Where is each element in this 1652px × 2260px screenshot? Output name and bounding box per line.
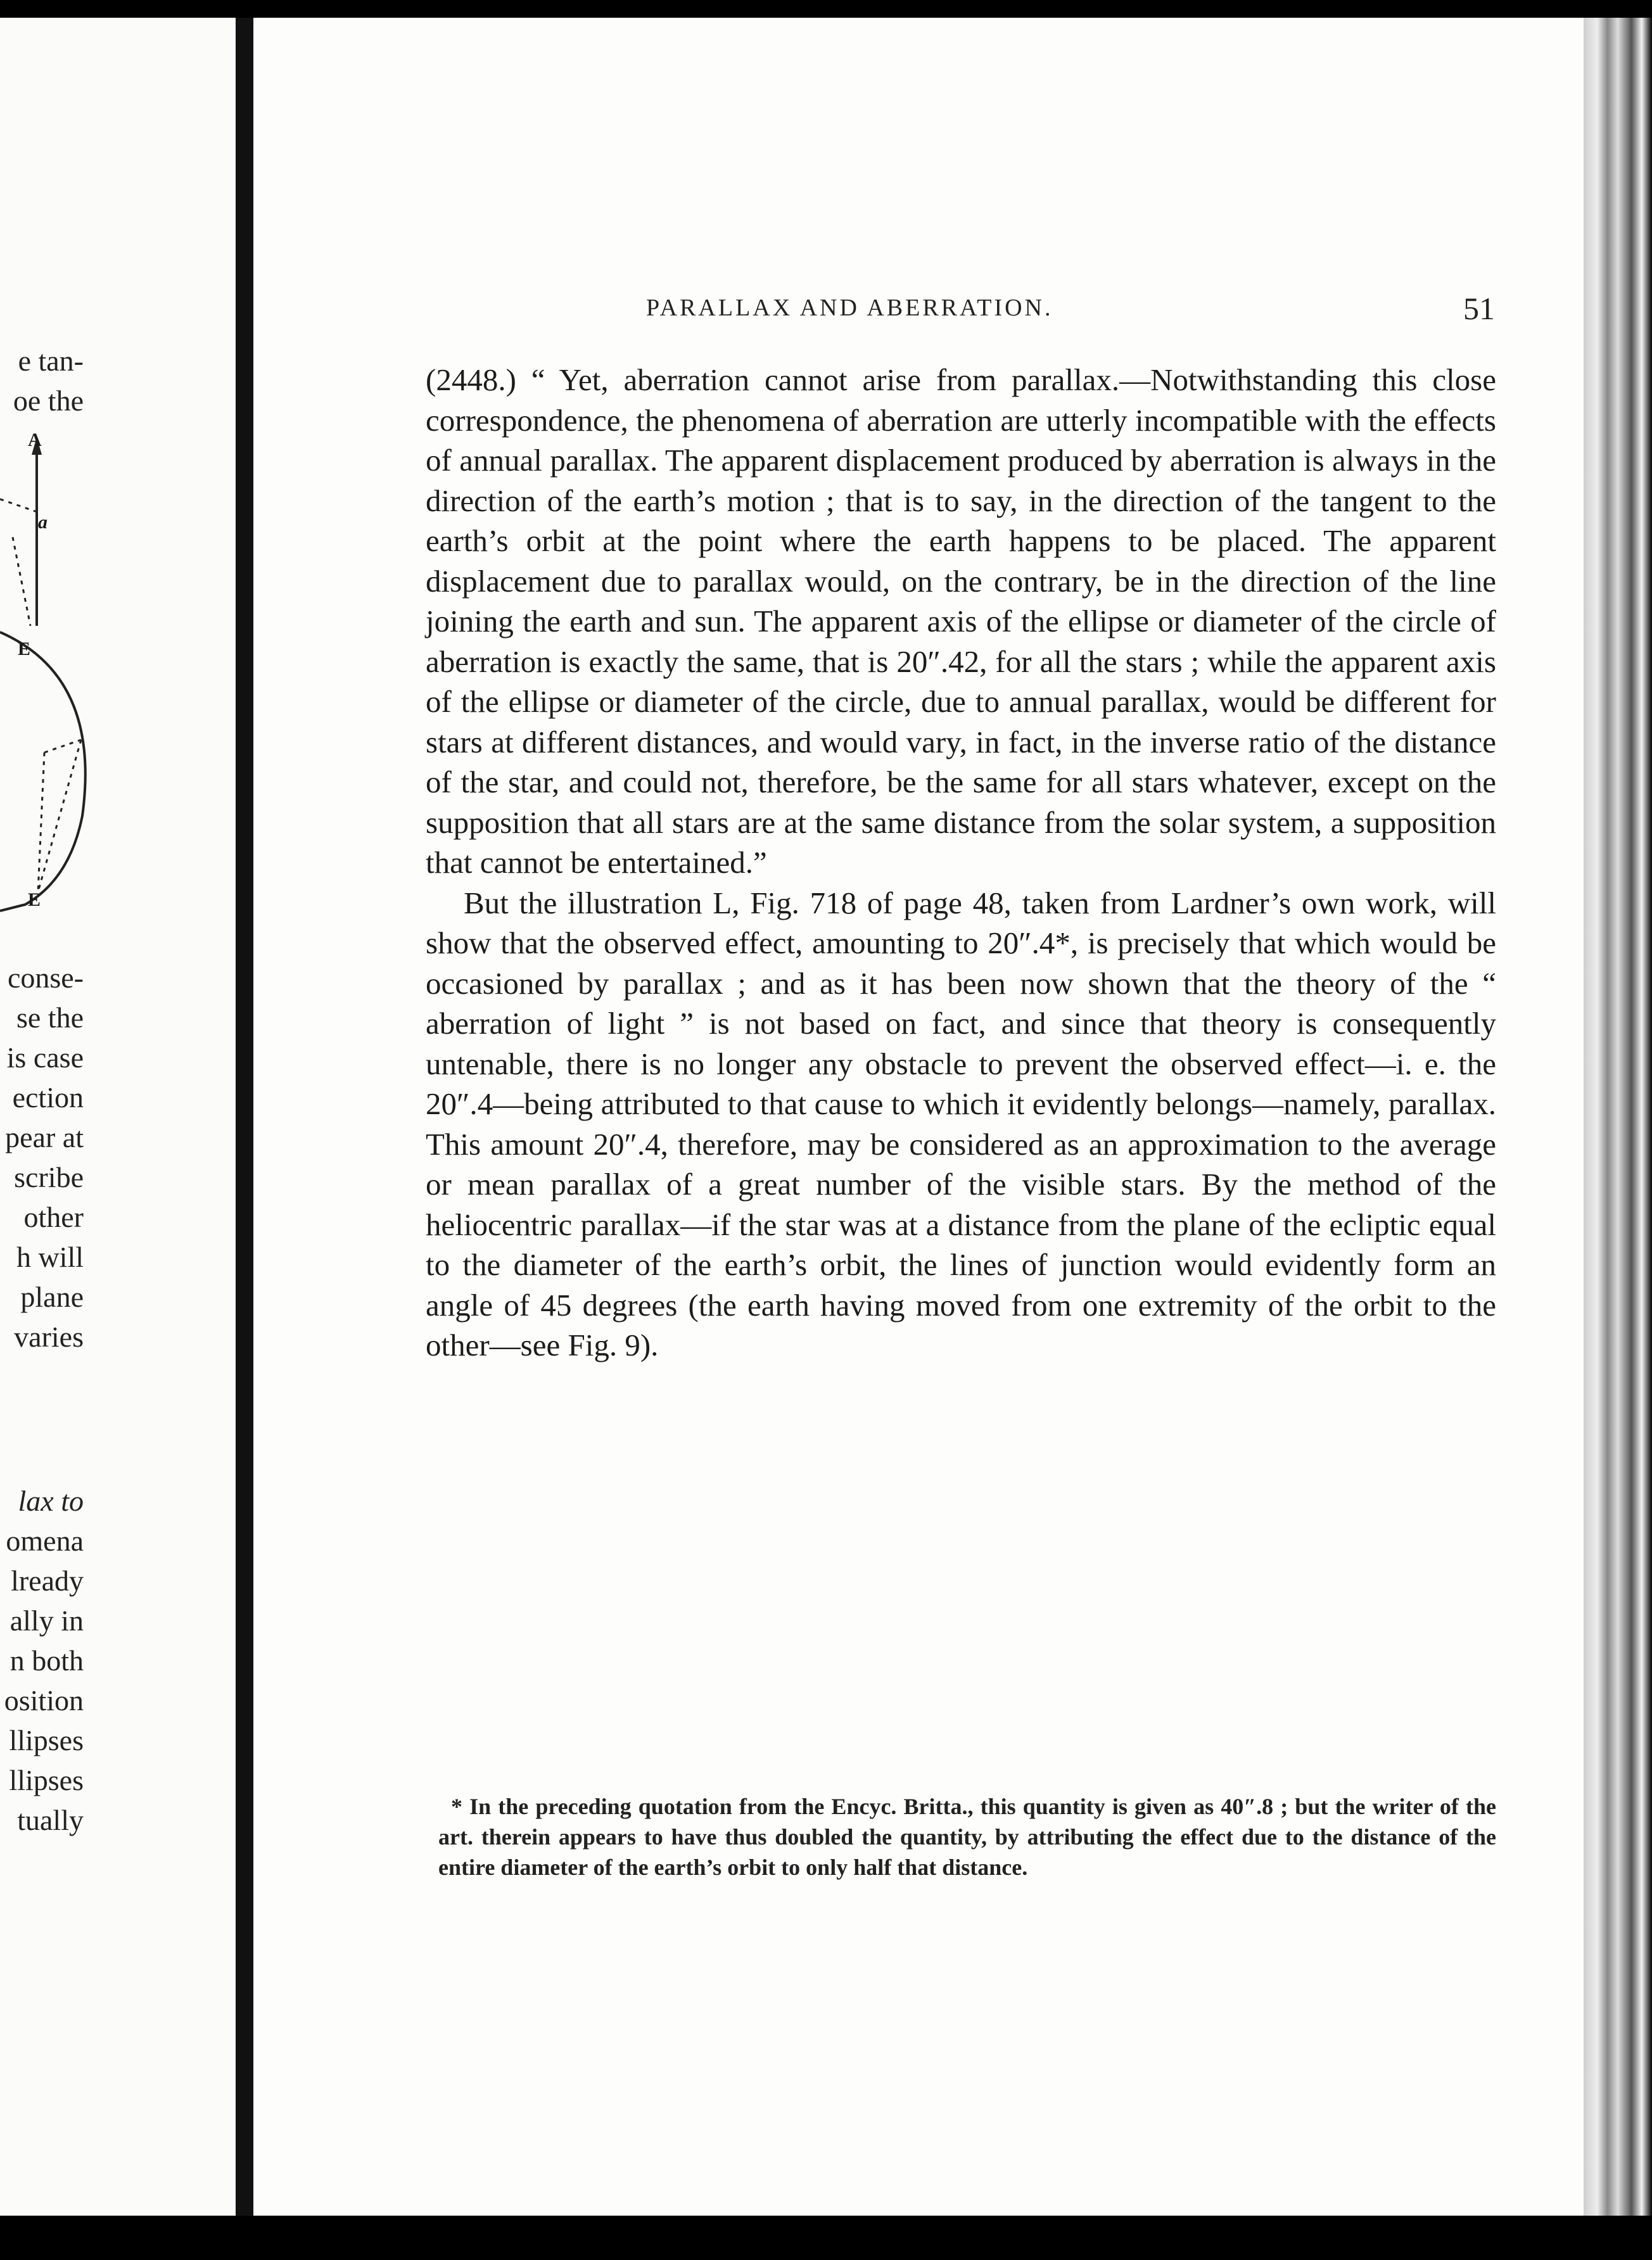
left-fragment: tually [17, 1804, 84, 1836]
book-gutter [236, 18, 253, 2216]
left-fragment: n both [10, 1644, 84, 1677]
diagram-label-e-upper: E [18, 638, 31, 659]
page-header [646, 290, 1495, 334]
left-fragment: lax to [18, 1485, 84, 1517]
left-fragment: ally in [10, 1604, 84, 1637]
left-fragment: scribe [14, 1161, 84, 1193]
diagram-label-a-lower: a [38, 512, 48, 533]
scan-top-border [0, 0, 1652, 18]
left-fragment: lready [11, 1565, 84, 1597]
right-page [253, 18, 1584, 2216]
left-fragment: omena [6, 1525, 84, 1557]
footnote-text: * In the preceding quotation from the Encyc. Britta., this quantity is given as 40″.8 ; but the writer of the art. therein appears to have thus doubled the quantity, by attributing the effect due to the distance of the entire diameter of the earth’s orbit to only half that distance. [438, 1794, 1496, 1880]
left-fragment: h will [16, 1241, 84, 1273]
page-stack-edge [1584, 18, 1652, 2216]
left-fragment: is case [6, 1041, 84, 1074]
left-fragment: oe the [13, 384, 84, 417]
left-fragment: conse- [7, 962, 84, 994]
diagram-label-a-upper: A [28, 429, 42, 450]
paragraph-commentary: But the illustration L, Fig. 718 of page 48, taken from Lardner’s own work, will show that the observed effect, amounting to 20″.4*, is precisely that which would be occasioned by parallax ; and as it has been now shown that the theory of the “ aberration of light ” is not based on fact, and since that theory is consequently untenable, there is no longer any obstacle to prevent the observed effect—i. e. the 20″.4—being attributed to that cause to which it evidently belongs—namely, parallax. This amount 20″.4, therefore, may be considered as an approximation to the average or mean parallax of a great number of the visible stars. By the method of the heliocentric parallax—if the star was at a distance from the plane of the ecliptic equal to the diameter of the earth’s orbit, the lines of junction would evidently form an angle of 45 degrees (the earth having moved from one extremity of the orbit to the other—see Fig. 9). [426, 885, 1496, 1362]
left-fragment: llipses [9, 1724, 84, 1756]
orbit-diagram-fragment [0, 423, 127, 930]
left-fragment: se the [16, 1001, 84, 1034]
footnote [438, 1791, 1496, 1882]
left-fragment: osition [4, 1684, 84, 1717]
left-fragment: varies [14, 1321, 84, 1353]
left-facing-page [0, 18, 236, 2216]
body-text [426, 360, 1496, 1366]
left-fragment: other [23, 1201, 84, 1233]
scan-bottom-border [0, 2216, 1652, 2260]
left-fragment: e tan- [18, 345, 84, 377]
running-head: PARALLAX AND ABERRATION. [646, 295, 1053, 321]
diagram-label-e-lower: E [28, 889, 41, 910]
left-fragment: ection [12, 1081, 84, 1114]
left-fragment: plane [20, 1281, 84, 1313]
left-fragment: llipses [9, 1764, 84, 1796]
page-number: 51 [1463, 291, 1495, 326]
paragraph-quotation: (2448.) “ Yet, aberration cannot arise from parallax.—Notwithstanding this close correspondence, the phenomena of aberration are utterly incompatible with the effects of annual parallax. The apparent displacement produced by aberration is always in the direction of the earth’s motion ; that is to say, in the direction of the tangent to the earth’s orbit at the point where the earth happens to be placed. The apparent displacement due to parallax would, on the contrary, be in the direction of the line joining the earth and sun. The apparent axis of the ellipse or diameter of the circle of aberration is exactly the same, that is 20″.42, for all the stars ; while the apparent axis of the ellipse or diameter of the circle, due to annual parallax, would be different for stars at different distances, and would vary, in fact, in the inverse ratio of the distance of the star, and could not, therefore, be the same for all stars whatever, except on the supposition that all stars are at the same distance from the solar system, a supposition that cannot be entertained.” [426, 362, 1496, 880]
left-fragment: pear at [5, 1121, 84, 1153]
